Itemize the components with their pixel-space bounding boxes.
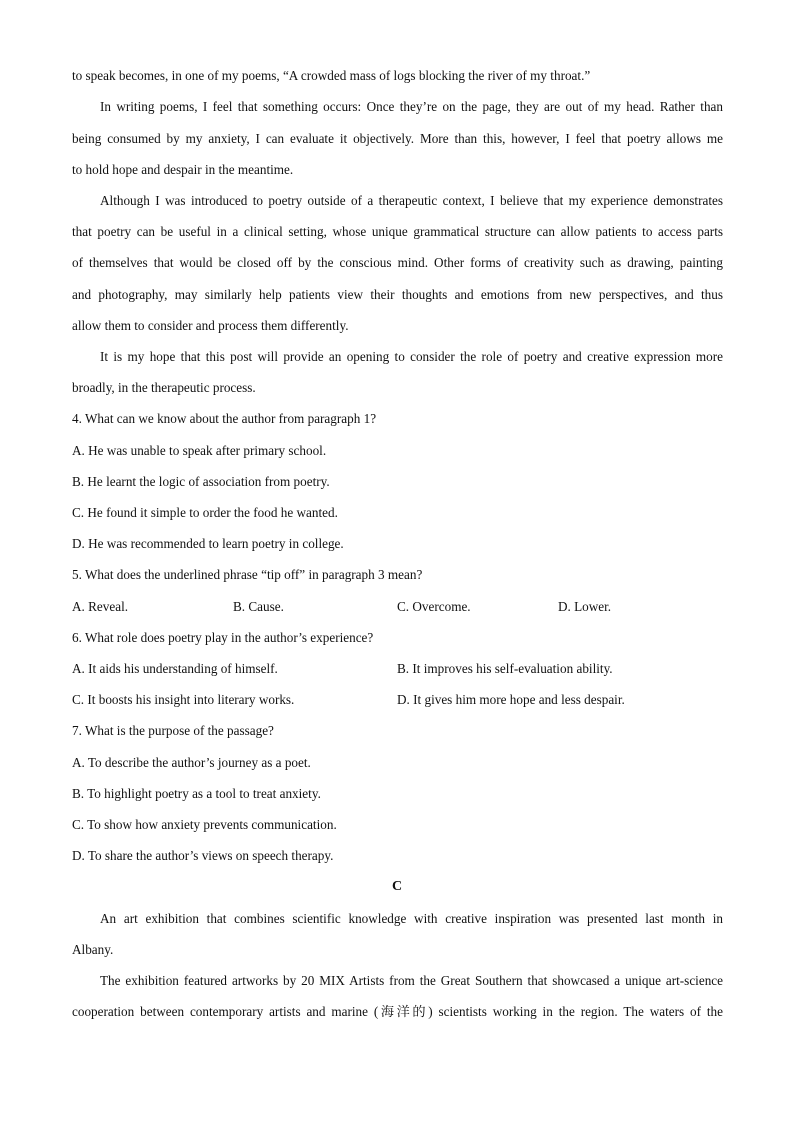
question-5-option-c: C. Overcome. — [397, 599, 471, 614]
passage-line: allow them to consider and process them differently. — [72, 318, 349, 333]
question-4-option-a: A. He was unable to speak after primary school. — [72, 443, 327, 458]
passage-line: Although I was introduced to poetry outside of a therapeutic context, I believe that my experience demonstrates — [100, 193, 723, 208]
question-4-option-b: B. He learnt the logic of association from poetry. — [72, 474, 330, 489]
question-6-option-a: A. It aids his understanding of himself. — [72, 661, 278, 676]
passage-line: It is my hope that this post will provide an opening to consider the role of poetry and creative expression more — [100, 349, 723, 364]
section-c-title: C — [391, 879, 403, 894]
question-5-stem: 5. What does the underlined phrase “tip off” in paragraph 3 mean? — [72, 567, 423, 582]
passage-line: being consumed by my anxiety, I can evaluate it objectively. More than this, however, I feel that poetry allows me — [72, 131, 723, 146]
question-6-option-c: C. It boosts his insight into literary works. — [72, 692, 295, 707]
question-7-option-c: C. To show how anxiety prevents communication. — [72, 817, 337, 832]
passage-line: Albany. — [72, 942, 114, 957]
passage-line: An art exhibition that combines scientific knowledge with creative inspiration was presented last month in — [100, 911, 723, 926]
question-7-option-a: A. To describe the author’s journey as a poet. — [72, 755, 311, 770]
question-7-option-d: D. To share the author’s views on speech therapy. — [72, 848, 334, 863]
passage-line: The exhibition featured artworks by 20 MIX Artists from the Great Southern that showcased a unique art-science — [100, 973, 723, 988]
passage-line: that poetry can be useful in a clinical setting, whose unique grammatical structure can allow patients to access parts — [72, 224, 723, 239]
question-7-option-b: B. To highlight poetry as a tool to treat anxiety. — [72, 786, 321, 801]
question-5-option-a: A. Reveal. — [72, 599, 129, 614]
question-5-option-d: D. Lower. — [558, 599, 612, 614]
passage-line: to speak becomes, in one of my poems, “A crowded mass of logs blocking the river of my throat.” — [72, 68, 591, 83]
question-4-option-d: D. He was recommended to learn poetry in college. — [72, 536, 344, 551]
question-6-option-b: B. It improves his self-evaluation ability. — [397, 661, 613, 676]
passage-line: cooperation between contemporary artists and marine (海洋的) scientists working in the region. The waters of the — [72, 1004, 723, 1019]
question-6-option-d: D. It gives him more hope and less despair. — [397, 692, 625, 707]
passage-line: of themselves that would be closed off by the conscious mind. Other forms of creativity such as drawing, painting — [72, 255, 723, 270]
question-4-stem: 4. What can we know about the author from paragraph 1? — [72, 411, 377, 426]
question-6-stem: 6. What role does poetry play in the author’s experience? — [72, 630, 374, 645]
passage-line: In writing poems, I feel that something occurs: Once they’re on the page, they are out of my head. Rather than — [100, 99, 723, 114]
passage-line: and photography, may similarly help patients view their thoughts and emotions from new perspectives, and thus — [72, 287, 723, 302]
question-4-option-c: C. He found it simple to order the food he wanted. — [72, 505, 338, 520]
passage-line: to hold hope and despair in the meantime. — [72, 162, 294, 177]
question-7-stem: 7. What is the purpose of the passage? — [72, 723, 274, 738]
passage-line: broadly, in the therapeutic process. — [72, 380, 256, 395]
question-5-option-b: B. Cause. — [233, 599, 284, 614]
